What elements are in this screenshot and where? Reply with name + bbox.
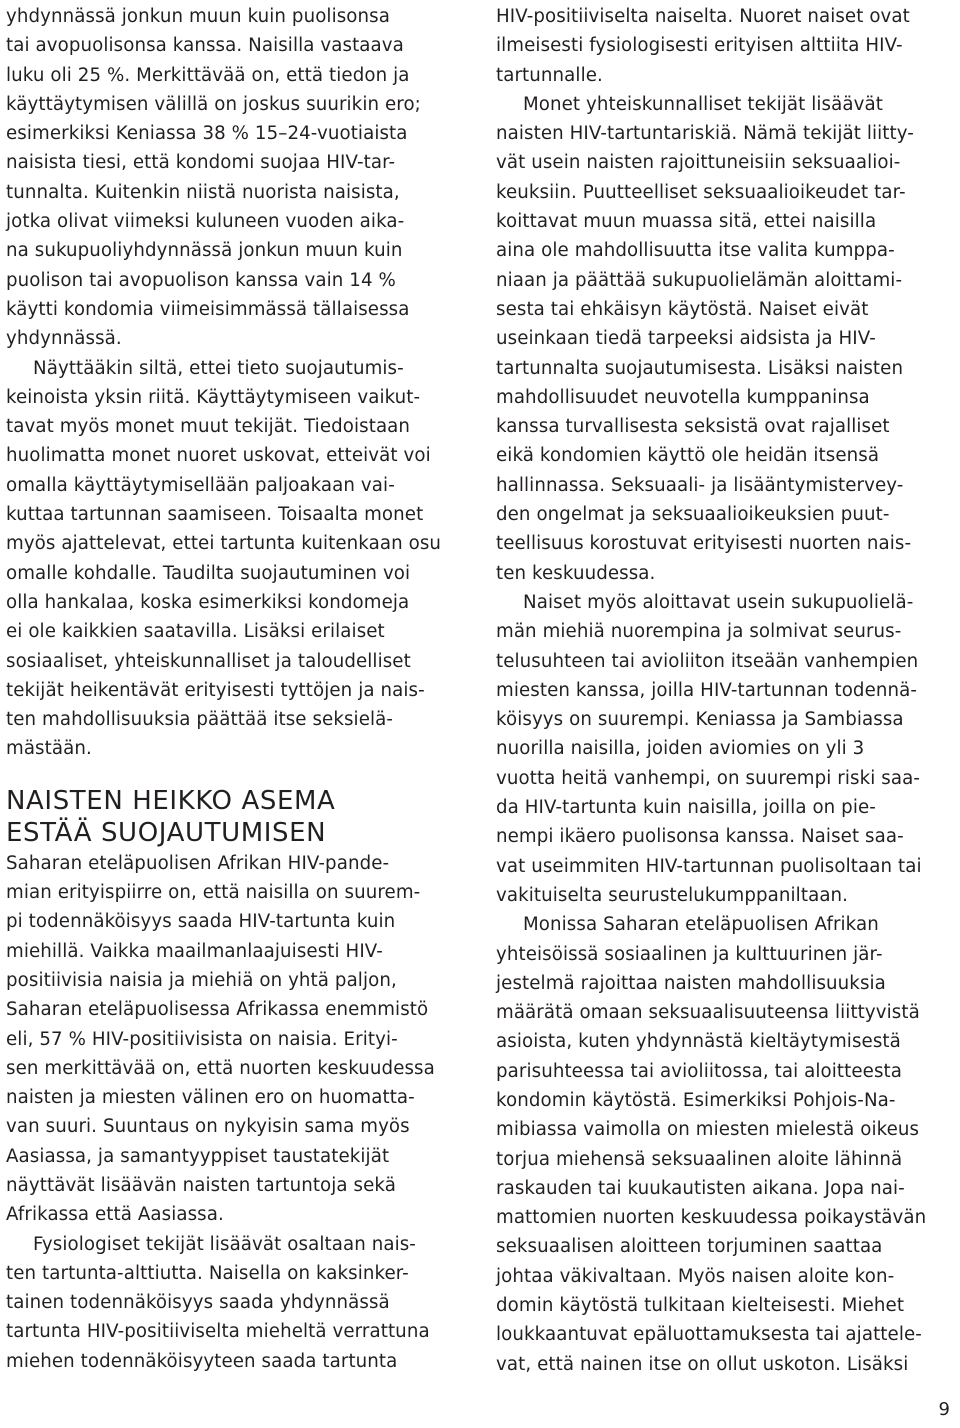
text-line: loukkaantuvat epäluottamuksesta tai ajattele- bbox=[496, 1324, 922, 1346]
text-line: mian erityispiirre on, että naisilla on suurem- bbox=[6, 882, 421, 904]
text-line: ten keskuudessa. bbox=[496, 562, 656, 584]
text-line: käytti kondomia viimeisimmässä tällaisessa bbox=[6, 298, 410, 320]
text-line: sen merkittävää on, että nuorten keskuudessa bbox=[6, 1057, 435, 1079]
text-line: luku oli 25 %. Merkittävää on, että tiedon ja bbox=[6, 64, 410, 86]
text-line: nuorilla naisilla, joiden aviomies on yli 3 bbox=[496, 738, 865, 760]
page-number: 9 bbox=[938, 1399, 950, 1420]
text-line: nempi ikäero puolisonsa kanssa. Naiset saa- bbox=[496, 826, 904, 848]
text-line: tartunta HIV-positiiviselta mieheltä verrattuna bbox=[6, 1321, 430, 1343]
text-line: omalle kohdalle. Taudilta suojautuminen voi bbox=[6, 562, 411, 584]
text-line: da HIV-tartunta kuin naisilla, joilla on pie- bbox=[496, 797, 876, 819]
text-line: naisista tiesi, että kondomi suojaa HIV-tar- bbox=[6, 152, 396, 174]
text-line: tekijät heikentävät erityisesti tyttöjen ja nais- bbox=[6, 679, 425, 701]
text-line: naisten ja miesten välinen ero on huomatta- bbox=[6, 1087, 415, 1109]
text-line: yhteisöissä sosiaalinen ja kulttuurinen jär- bbox=[496, 943, 883, 965]
text-line: ten tartunta-alttiutta. Naisella on kaksinker- bbox=[6, 1262, 409, 1284]
text-line: mahdollisuudet neuvotella kumppaninsa bbox=[496, 386, 870, 408]
text-line: köisyys on suurempi. Keniassa ja Sambiassa bbox=[496, 709, 904, 731]
text-line: den ongelmat ja seksuaalioikeuksien puut- bbox=[496, 504, 890, 526]
text-line: Saharan eteläpuolisen Afrikan HIV-pande- bbox=[6, 852, 390, 874]
text-line: esimerkiksi Keniassa 38 % 15–24-vuotiaista bbox=[6, 123, 408, 145]
text-line: puolison tai avopuolison kanssa vain 14 % bbox=[6, 269, 396, 291]
text-line: vat useimmiten HIV-tartunnan puolisoltaan tai bbox=[496, 855, 922, 877]
text-line: asioista, kuten yhdynnästä kieltäytymisestä bbox=[496, 1031, 901, 1053]
text-line: parisuhteessa tai avioliitossa, tai aloitteesta bbox=[496, 1060, 902, 1082]
text-line: kondomin käytöstä. Esimerkiksi Pohjois-Na- bbox=[496, 1089, 896, 1111]
text-line: pi todennäköisyys saada HIV-tartunta kuin bbox=[6, 911, 396, 933]
text-line: myös ajattelevat, ettei tartunta kuitenkaan osu bbox=[6, 533, 442, 555]
text-line: tunnalta. Kuitenkin niistä nuorista naisista, bbox=[6, 181, 400, 203]
text-line: eli, 57 % HIV-positiivisista on naisia. Erityi- bbox=[6, 1028, 398, 1050]
text-line: mästään. bbox=[6, 738, 92, 760]
text-line: Afrikassa että Aasiassa. bbox=[6, 1204, 224, 1226]
text-line: olla hankalaa, koska esimerkiksi kondomeja bbox=[6, 591, 410, 613]
text-line: vät usein naisten rajoittuneisiin seksuaalioi- bbox=[496, 152, 901, 174]
text-line: Fysiologiset tekijät lisäävät osaltaan nais- bbox=[33, 1233, 416, 1255]
text-line: raskauden tai kuukautisten aikana. Jopa nai- bbox=[496, 1177, 905, 1199]
text-line: hallinnassa. Seksuaali- ja lisääntymistervey- bbox=[496, 474, 904, 496]
text-line: miehillä. Vaikka maailmanlaajuisesti HIV- bbox=[6, 940, 383, 962]
text-line: useinkaan tiedä tarpeeksi aidsista ja HIV- bbox=[496, 328, 876, 350]
text-line: määrätä omaan seksuaalisuuteensa liittyvistä bbox=[496, 1002, 920, 1024]
text-line: van suuri. Suuntaus on nykyisin sama myös bbox=[6, 1116, 410, 1138]
text-line: naisten HIV-tartuntariskiä. Nämä tekijät liitty- bbox=[496, 123, 914, 145]
text-line: Naiset myös aloittavat usein sukupuolielä- bbox=[523, 591, 914, 613]
text-line: jestelmä rajoittaa naisten mahdollisuuksia bbox=[496, 972, 886, 994]
text-line: yhdynnässä. bbox=[6, 328, 122, 350]
text-line: kanssa turvallisesta seksistä ovat rajalliset bbox=[496, 416, 890, 438]
text-line: tartunnalta suojautumisesta. Lisäksi naisten bbox=[496, 357, 904, 379]
text-line: HIV-positiiviselta naiselta. Nuoret naiset ovat bbox=[496, 6, 910, 27]
text-line: mattomien nuorten keskuudessa poikaystävän bbox=[496, 1207, 927, 1229]
text-line: ten mahdollisuuksia päättää itse seksielä- bbox=[6, 709, 394, 731]
text-line: näyttävät lisäävän naisten tartuntoja sekä bbox=[6, 1174, 396, 1196]
left-text-column bbox=[6, 2, 466, 1376]
text-line: johtaa väkivaltaan. Myös naisen aloite kon- bbox=[496, 1265, 895, 1287]
text-line: miesten kanssa, joilla HIV-tartunnan todennä- bbox=[496, 679, 918, 701]
text-line: tai avopuolisonsa kanssa. Naisilla vastaava bbox=[6, 35, 404, 57]
text-line: positiivisia naisia ja miehiä on yhtä paljon, bbox=[6, 969, 397, 991]
text-line: Monissa Saharan eteläpuolisen Afrikan bbox=[523, 914, 879, 936]
text-line: domin käytöstä tulkitaan kielteisesti. Miehet bbox=[496, 1295, 905, 1317]
text-line: Monet yhteiskunnalliset tekijät lisäävät bbox=[523, 93, 883, 115]
text-line: jotka olivat viimeksi kuluneen vuoden aika- bbox=[6, 211, 405, 233]
text-line: tartunnalle. bbox=[496, 64, 603, 86]
text-line: ilmeisesti fysiologisesti erityisen alttiita HIV- bbox=[496, 35, 903, 57]
text-line: Saharan eteläpuolisessa Afrikassa enemmistö bbox=[6, 999, 429, 1021]
text-line: käyttäytymisen välillä on joskus suurikin ero; bbox=[6, 93, 421, 115]
text-line: tavat myös monet muut tekijät. Tiedoistaan bbox=[6, 416, 411, 438]
text-line: vakituiselta seurustelukumppaniltaan. bbox=[496, 884, 849, 906]
text-line: seksuaalisen aloitteen torjuminen saattaa bbox=[496, 1236, 883, 1258]
text-line: män miehiä nuorempina ja solmivat seurus- bbox=[496, 621, 902, 643]
text-line: huolimatta monet nuoret uskovat, etteivät voi bbox=[6, 445, 431, 467]
section-heading-line: NAISTEN HEIKKO ASEMA bbox=[6, 785, 336, 816]
text-line: kuttaa tartunnan saamiseen. Toisaalta monet bbox=[6, 504, 424, 526]
text-line: ei ole kaikkien saatavilla. Lisäksi erilaiset bbox=[6, 621, 385, 643]
text-line: vuotta heitä vanhempi, on suurempi riski saa- bbox=[496, 767, 920, 789]
text-line: Näyttääkin siltä, ettei tieto suojautumis- bbox=[33, 357, 404, 379]
right-text-column bbox=[496, 2, 956, 1379]
text-line: na sukupuoliyhdynnässä jonkun muun kuin bbox=[6, 240, 403, 262]
text-line: sosiaaliset, yhteiskunnalliset ja taloudelliset bbox=[6, 650, 411, 672]
text-line: teellisuus korostuvat erityisesti nuorten nais- bbox=[496, 533, 912, 555]
text-line: keuksiin. Puutteelliset seksuaalioikeudet tar- bbox=[496, 181, 906, 203]
text-line: tainen todennäköisyys saada yhdynnässä bbox=[6, 1292, 390, 1314]
text-line: yhdynnässä jonkun muun kuin puolisonsa bbox=[6, 6, 390, 27]
text-line: eikä kondomien käyttö ole heidän itsensä bbox=[496, 445, 880, 467]
text-line: miehen todennäköisyyteen saada tartunta bbox=[6, 1350, 398, 1372]
text-line: niaan ja päättää sukupuolielämän aloittami- bbox=[496, 269, 903, 291]
text-line: mibiassa vaimolla on miesten mielestä oikeus bbox=[496, 1119, 920, 1141]
text-line: torjua miehensä seksuaalinen aloite lähinnä bbox=[496, 1148, 903, 1170]
text-line: telusuhteen tai avioliiton itseään vanhempien bbox=[496, 650, 919, 672]
text-line: omalla käyttäytymisellään paljoakaan vai- bbox=[6, 474, 395, 496]
text-line: sesta tai ehkäisyn käytöstä. Naiset eivät bbox=[496, 298, 869, 320]
text-line: koittavat muun muassa sitä, ettei naisilla bbox=[496, 211, 877, 233]
section-heading-line: ESTÄÄ SUOJAUTUMISEN bbox=[6, 817, 327, 848]
text-line: Aasiassa, ja samantyyppiset taustatekijät bbox=[6, 1145, 390, 1167]
text-line: keinoista yksin riitä. Käyttäytymiseen vaikut- bbox=[6, 386, 421, 408]
text-line: vat, että nainen itse on ollut uskoton. Lisäksi bbox=[496, 1353, 909, 1375]
text-line: aina ole mahdollisuutta itse valita kumppa- bbox=[496, 240, 895, 262]
